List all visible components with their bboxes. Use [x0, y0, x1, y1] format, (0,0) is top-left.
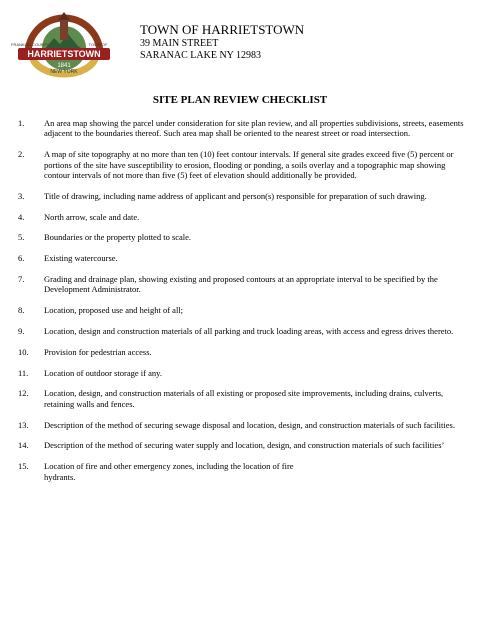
checklist-item	[18, 440, 466, 450]
checklist-item	[18, 368, 466, 378]
item-text: Description of the method of securing sewage disposal and location, design, and construction materials of such facilities.	[44, 419, 455, 430]
address-line-2: SARANAC LAKE NY 12983	[140, 49, 262, 61]
checklist-item	[18, 326, 466, 336]
checklist-item	[18, 461, 466, 482]
checklist	[18, 118, 466, 492]
checklist-item	[18, 212, 466, 222]
item-number: 15.	[18, 461, 29, 472]
item-text: North arrow, scale and date.	[44, 211, 140, 222]
item-text: An area map showing the parcel under consideration for site plan review, and all properties subdivisions, streets, easements adjacent to the boundaries thereof. Such area map shall be oriented to the nearest street or road intersection.	[44, 118, 464, 139]
item-text: Description of the method of securing water supply and location, design, and construction materials of such facilities’	[44, 440, 445, 451]
checklist-item	[18, 191, 466, 201]
item-text: Location, proposed use and height of all;	[44, 305, 184, 316]
item-text: A map of site topography at no more than ten (10) feet contour intervals. If general site grades exceed five (5) percent or portions of the site have susceptibility to erosion, flooding or ponding, a soils overlay and a topographic map showing contour intervals of not more than five (5) feet of elevation should additionally be provided.	[44, 149, 454, 181]
logo-top-right: TOWN OF	[88, 42, 108, 47]
item-text: Grading and drainage plan, showing existing and proposed contours at an appropriate interval to be specified by the Development Administrator.	[44, 274, 438, 295]
checklist-item	[18, 118, 466, 139]
item-text: Boundaries or the property plotted to scale.	[44, 232, 192, 243]
item-number: 7.	[18, 274, 25, 284]
logo-year: 1841	[57, 63, 71, 69]
item-text: Provision for pedestrian access.	[44, 346, 152, 357]
item-number: 10.	[18, 346, 29, 357]
item-number: 5.	[18, 232, 25, 243]
item-number: 8.	[18, 305, 25, 316]
item-text: Location, design, and construction materials of all existing or proposed site improvements, including drains, culverts, retaining walls and fences.	[44, 388, 444, 409]
item-number: 9.	[18, 326, 25, 336]
town-seal-logo	[11, 10, 110, 75]
item-text: Location of outdoor storage if any.	[44, 367, 162, 378]
logo-top-left: FRANKLIN COUNTY	[11, 42, 49, 47]
checklist-item	[18, 347, 466, 357]
item-text: Title of drawing, including name address of applicant and person(s) responsible for preparation of such drawing.	[44, 190, 427, 201]
checklist-item	[18, 388, 466, 409]
checklist-item	[18, 274, 466, 295]
logo-banner-text: HARRIETSTOWN	[27, 49, 101, 59]
checklist-item	[18, 253, 466, 263]
item-number: 1.	[18, 118, 25, 128]
town-name: TOWN OF HARRIETSTOWN	[140, 22, 305, 37]
item-text: Location, design and construction materials of all parking and truck loading areas, with access and egress drives thereto.	[44, 326, 454, 336]
checklist-item	[18, 420, 466, 430]
checklist-item	[18, 232, 466, 242]
item-text: Location of fire and other emergency zones, including the location of fire hydrants.	[44, 461, 294, 482]
checklist-item	[18, 149, 466, 180]
item-number: 4.	[18, 211, 25, 222]
item-number: 12.	[18, 388, 29, 399]
item-number: 3.	[18, 190, 25, 201]
item-number: 14.	[18, 440, 29, 451]
document-title: SITE PLAN REVIEW CHECKLIST	[152, 94, 328, 106]
item-number: 6.	[18, 253, 25, 264]
item-number: 2.	[18, 149, 25, 160]
item-number: 13.	[18, 419, 29, 430]
item-text: Existing watercourse.	[44, 253, 118, 264]
address-line-1: 39 MAIN STREET	[140, 37, 219, 49]
town-header	[140, 22, 304, 62]
item-number: 11.	[18, 367, 29, 378]
logo-bottom-text: NEW YORK	[50, 69, 78, 75]
checklist-item	[18, 305, 466, 315]
